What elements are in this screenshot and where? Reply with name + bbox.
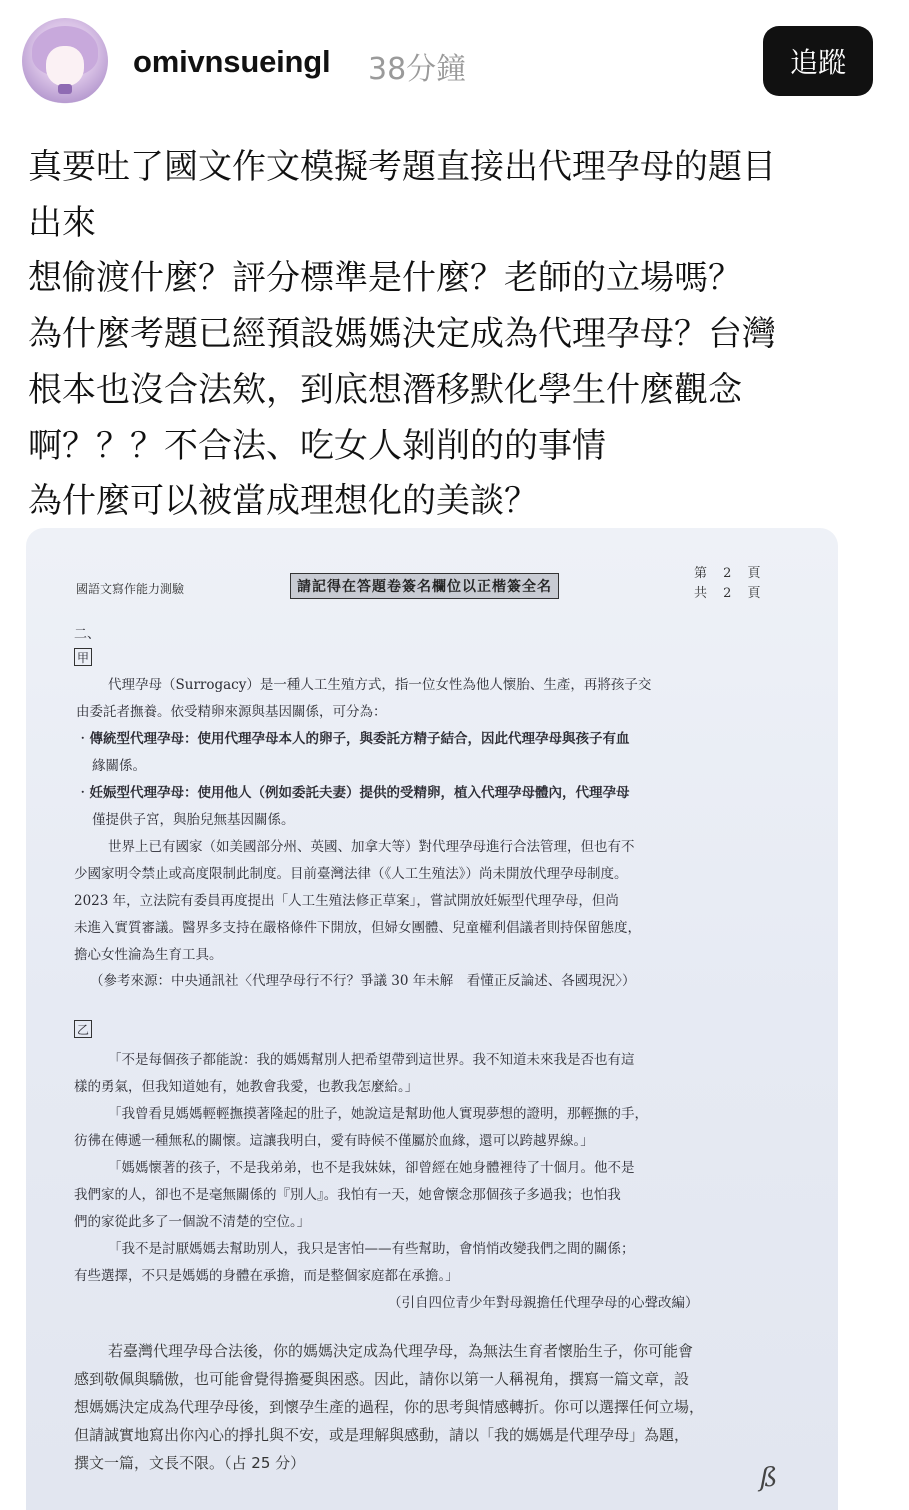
part-a-line: 未進入實質審議。醫界多支持在嚴格條件下開放，但婦女團體、兒童權利倡議者則持保留態度， [74,920,641,936]
part-a-mark: 甲 [74,648,92,666]
part-b-line: 有些選擇，不只是媽媽的身體在承擔，而是整個家庭都在承擔。」 [74,1268,459,1284]
part-b-line: 彷彿在傳遞一種無私的關懷。這讓我明白，愛有時候不僅屬於血緣，還可以跨越界線。」 [74,1133,594,1149]
handwritten-signature: ß [760,1463,778,1493]
exam-header-title: 國語文寫作能力測驗 [76,582,185,596]
part-a-line: 僅提供子宮，與胎兒無基因關係。 [92,812,295,828]
quote-source: （引自四位青少年對母親擔任代理孕母的心聲改編） [388,1295,699,1311]
part-b-line: 們的家從此多了一個說不清楚的空位。」 [74,1214,311,1230]
post-photo[interactable] [26,528,838,1510]
part-a-line: 少國家明令禁止或高度限制此制度。目前臺灣法律（《人工生殖法》）尚未開放代理孕母制度。 [74,866,628,882]
prompt-line: 但請誠實地寫出你內心的掙扎與不安，或是理解與感動，請以「我的媽媽是代理孕母」為題， [74,1426,690,1444]
page-info [694,564,767,604]
exam-header-notice: 請記得在答題卷簽名欄位以正楷簽全名 [290,573,559,599]
post-time: 38分鐘 [368,52,467,87]
post-header [0,0,909,120]
prompt-line: 若臺灣代理孕母合法後，你的媽媽決定成為代理孕母，為無法生育者懷胎生子，你可能會 [108,1342,694,1360]
part-b-mark: 乙 [74,1020,92,1038]
prompt-line: 感到敬佩與驕傲，也可能會覺得擔憂與困惑。因此，請你以第一人稱視角，撰寫一篇文章，設 [74,1370,690,1388]
part-a-line: 由委託者撫養。依受精卵來源與基因關係，可分為： [76,704,387,720]
part-a-line: ‧妊娠型代理孕母：使用他人（例如委託夫妻）提供的受精卵，植入代理孕母體內，代理孕母 [76,785,630,801]
part-a-line: 世界上已有國家（如美國部分州、英國、加拿大等）對代理孕母進行合法管理，但也有不 [108,839,635,855]
part-b-line: 樣的勇氣，但我知道她有，她教會我愛，也教我怎麼給。」 [74,1079,419,1095]
part-a-line: 2023 年，立法院有委員再度提出「人工生殖法修正草案」，嘗試開放妊娠型代理孕母，但尚 [74,893,619,909]
post-line: 啊？？？不合法、吃女人剝削的的事情 [28,425,606,466]
page-total: 共 2 頁 [694,586,767,601]
page-number: 第 2 頁 [694,566,767,581]
post-line: 出來 [28,202,96,243]
post-text [28,140,888,530]
part-b-line: 「我不是討厭媽媽去幫助別人，我只是害怕——有些幫助，會悄悄改變我們之間的關係； [108,1241,635,1257]
part-b-line: 我們家的人，卻也不是毫無關係的『別人』。我怕有一天，她會懷念那個孩子多過我；也怕我 [74,1187,621,1203]
post-line: 為什麼考題已經預設媽媽決定成為代理孕母？台灣 [28,314,776,355]
post-line: 為什麼可以被當成理想化的美談？ [28,481,538,522]
part-b-line: 「媽媽懷著的孩子，不是我弟弟，也不是我妹妹，卻曾經在她身體裡待了十個月。他不是 [108,1160,635,1176]
post-line: 真要吐了國文作文模擬考題直接出代理孕母的題目 [28,147,776,187]
post-line: 根本也沒合法欸，到底想潛移默化學生什麼觀念 [28,369,742,410]
source-note: （參考來源：中央通訊社〈代理孕母行不行？爭議 30 年未解 看懂正反論述、各國現況〉） [90,973,636,989]
follow-button[interactable]: 追蹤 [763,26,873,96]
avatar[interactable] [22,18,108,104]
username[interactable]: omivnsueingl [133,44,331,79]
part-b-line: 「我曾看見媽媽輕輕撫摸著隆起的肚子，她說這是幫助他人實現夢想的證明，那輕撫的手， [108,1106,648,1122]
section-label: 二、 [74,627,101,642]
avatar-face [46,46,84,86]
post-line: 想偷渡什麼？評分標準是什麼？老師的立場嗎？ [28,258,742,299]
exam-paper [26,528,838,1510]
part-a-line: 緣關係。 [92,758,146,774]
avatar-ribbon [58,84,72,94]
part-b-line: 「不是每個孩子都能說：我的媽媽幫別人把希望帶到這世界。我不知道未來我是否也有這 [108,1052,635,1068]
part-a-line: 代理孕母（Surrogacy）是一種人工生殖方式，指一位女性為他人懷胎、生產，再將孩子交 [108,677,652,693]
part-a-line: ‧傳統型代理孕母：使用代理孕母本人的卵子，與委託方精子結合，因此代理孕母與孩子有血 [76,731,630,747]
part-a-line: 擔心女性淪為生育工具。 [74,947,223,963]
prompt-line: 想媽媽決定成為代理孕母後，到懷孕生產的過程，你的思考與情感轉折。你可以選擇任何立場， [74,1398,705,1416]
prompt-line: 撰文一篇，文長不限。（占 25 分） [74,1454,306,1472]
bleed-through-text [296,612,324,652]
